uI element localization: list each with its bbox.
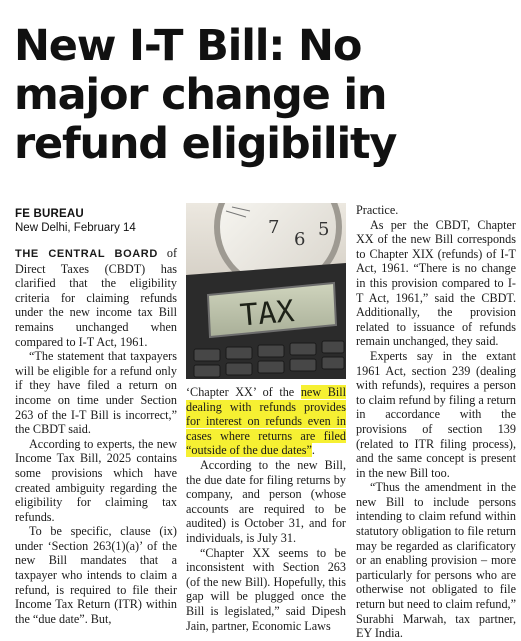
article-paragraph: Practice.	[356, 203, 399, 217]
headline	[14, 22, 514, 169]
article-text: of Direct Taxes (CBDT) has clarified that the eligibility criteria for claiming refunds under the new income tax Bill remains unchanged when compared to I-T Act, 1961.	[15, 246, 178, 349]
article-paragraph: As per the CBDT, Chapter XX of the new Bill corresponds to Chapter XIX (refunds) of I-T Act, 1961. “There is no change in this provision compared to I-T Act, 1961,” said the CBDT. Additionally, the provision related to issuance of refunds remain unchanged, they said.	[356, 217, 516, 349]
article-paragraph: “Thus the amendment in the new Bill to include persons intending to claim refund within statutory obligation to file return may be regarded as clarificatory or an enabling provision – more particularly for persons who are otherwise not obligated to file return but need to claim refund,” Surabhi Marwah, tax partner, EY India.	[356, 480, 516, 641]
article-text: ‘Chapter XX’ of the	[186, 385, 301, 399]
article-paragraph: To be specific, clause (ix) under ‘Section 263(1)(a)’ of the new Bill mandates that a taxpayer who intends to claim a refund, is required to file their Income Tax Return (ITR) within the “due date”. But,	[15, 524, 177, 626]
calculator-clock-illustration	[186, 203, 346, 379]
headline-line-2: major change in	[14, 70, 387, 120]
headline-line-1: New I-T Bill: No	[14, 21, 362, 71]
article-lead: THE CENTRAL BOARD	[15, 248, 158, 260]
article-column-3	[356, 203, 516, 641]
article-paragraph: Experts say in the extant 1961 Act, section 239 (dealing with refunds), requires a person to claim refund by filing a return in accordance with the provisions of section 139 (related to ITR filing process), and the same concept is present in the new Bill too.	[356, 348, 516, 480]
article-paragraph	[15, 246, 177, 349]
clock-digit: 7	[268, 217, 280, 238]
byline	[15, 207, 136, 235]
highlighted-text: new Bill dealing with refunds provides for interest on refunds even in cases where returns are filed “outside of the due dates”	[186, 385, 346, 458]
byline-bureau: FE BUREAU	[15, 208, 84, 220]
clock-digit: 6	[294, 229, 306, 250]
article-paragraph	[186, 385, 346, 458]
article-text: .	[311, 443, 315, 458]
calculator-clock-photo	[186, 203, 346, 379]
calculator-tax-label: TAX	[238, 294, 296, 334]
byline-dateline: New Delhi, February 14	[15, 222, 136, 234]
article-column-2	[186, 385, 346, 633]
article-paragraph: According to experts, the new Income Tax Bill, 2025 contains some provisions which have created ambiguity regarding the eligibility for claiming tax refunds.	[15, 436, 177, 524]
clock-digit: 5	[318, 219, 330, 240]
article-column-1	[15, 246, 177, 626]
article-paragraph: “The statement that taxpayers will be eligible for a refund only if they have filed a return on income on time under Section 263 of the I-T Bill is incorrect,” the CBDT said.	[15, 349, 177, 437]
headline-line-3: refund eligibility	[14, 119, 397, 169]
article-paragraph: “Chapter XX seems to be inconsistent with Section 263 (of the new Bill). Hopefully, this gap will be plugged once the Bill is legislated,” said Dipesh Jain, partner, Economic Laws	[186, 545, 346, 633]
article-paragraph: According to the new Bill, the due date for filing returns by company, and person (whose accounts are required to be audited) is October 31, and for individuals, is July 31.	[186, 457, 346, 545]
